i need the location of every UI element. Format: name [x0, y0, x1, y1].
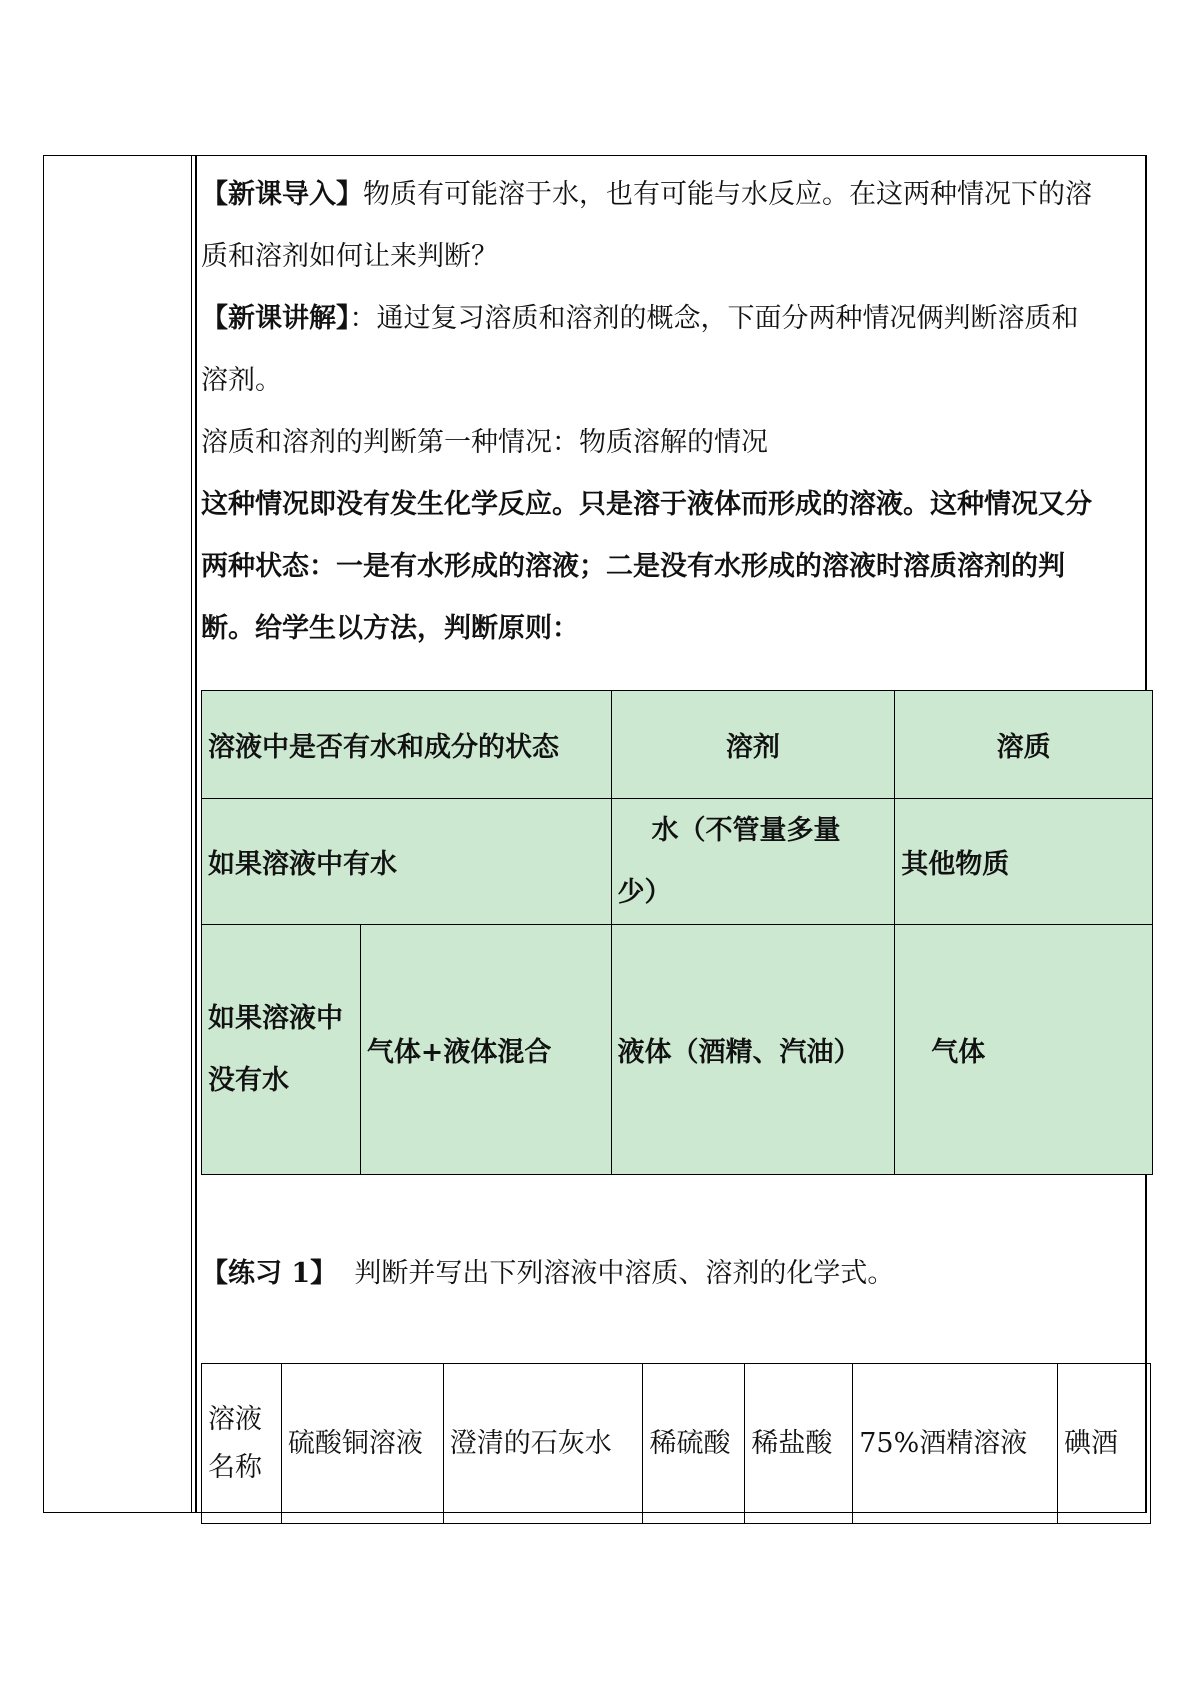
header-state: 溶液中是否有水和成分的状态: [202, 691, 612, 799]
intro-line-2: 质和溶剂如何让来判断？: [201, 241, 498, 272]
header-solute: 溶质: [895, 691, 1153, 799]
row-no-water-mix: 气体+液体混合: [360, 925, 611, 1175]
intro-label: 【新课导入】: [201, 179, 363, 210]
intro-text: 物质有可能溶于水，也有可能与水反应。在这两种情况下的溶: [363, 179, 1092, 210]
lecture-text: ：通过复习溶质和溶剂的概念，下面分两种情况俩判断溶质和: [349, 303, 1079, 334]
exercise-cell: 澄清的石灰水: [443, 1364, 643, 1524]
table-divider: [191, 155, 192, 1513]
exercise-header-cell: [202, 1364, 282, 1524]
lecture-label: 【新课讲解】: [201, 303, 350, 334]
exercise-cell: 稀硫酸: [643, 1364, 745, 1524]
header-solvent: 溶剂: [611, 691, 895, 799]
intro-line-1: [201, 164, 1141, 226]
exercise-table: [201, 1363, 1151, 1524]
table-divider: [195, 155, 197, 1513]
case1-title: 溶质和溶剂的判断第一种情况：物质溶解的情况: [201, 427, 768, 458]
lesson-content: [201, 164, 1141, 660]
case1-desc-line-1: 这种情况即没有发生化学反应。只是溶于液体而形成的溶液。这种情况又分: [201, 489, 1092, 520]
row-no-water-state: [202, 925, 361, 1175]
case1-desc-line-3: 断。给学生以方法，判断原则：: [201, 613, 579, 644]
row-no-water-solvent: 液体（酒精、汽油）: [611, 925, 895, 1175]
exercise1-label: 【练习 1】: [201, 1258, 338, 1289]
row-water-solvent: [611, 799, 895, 925]
rule-table: [201, 690, 1153, 1175]
lecture-line-2: 溶剂。: [201, 365, 282, 396]
row-water-state: 如果溶液中有水: [202, 799, 612, 925]
exercise1-text: 判断并写出下列溶液中溶质、溶剂的化学式。: [354, 1258, 895, 1289]
row-water-solvent-line-1: 水（不管量多量: [651, 814, 841, 846]
exercise-cell: 碘酒: [1058, 1364, 1151, 1524]
case1-desc-line-2: 两种状态：一是有水形成的溶液；二是没有水形成的溶液时溶质溶剂的判: [201, 551, 1065, 582]
row-no-water-state-line-1: 如果溶液中: [208, 1002, 343, 1034]
lecture-line-1: [201, 288, 1141, 350]
row-no-water-solute: 气体: [895, 925, 1153, 1175]
exercise-header-line-2: 名称: [208, 1451, 262, 1483]
exercise-header-line-1: 溶液: [208, 1403, 262, 1435]
row-water-solvent-line-2: 少）: [617, 876, 672, 908]
row-water-solute: 其他物质: [895, 799, 1153, 925]
exercise-cell: 稀盐酸: [745, 1364, 853, 1524]
exercise1-statement: [201, 1251, 894, 1290]
exercise-cell: 75%酒精溶液: [853, 1364, 1058, 1524]
row-no-water-state-line-2: 没有水: [208, 1064, 289, 1096]
exercise-cell: 硫酸铜溶液: [281, 1364, 443, 1524]
